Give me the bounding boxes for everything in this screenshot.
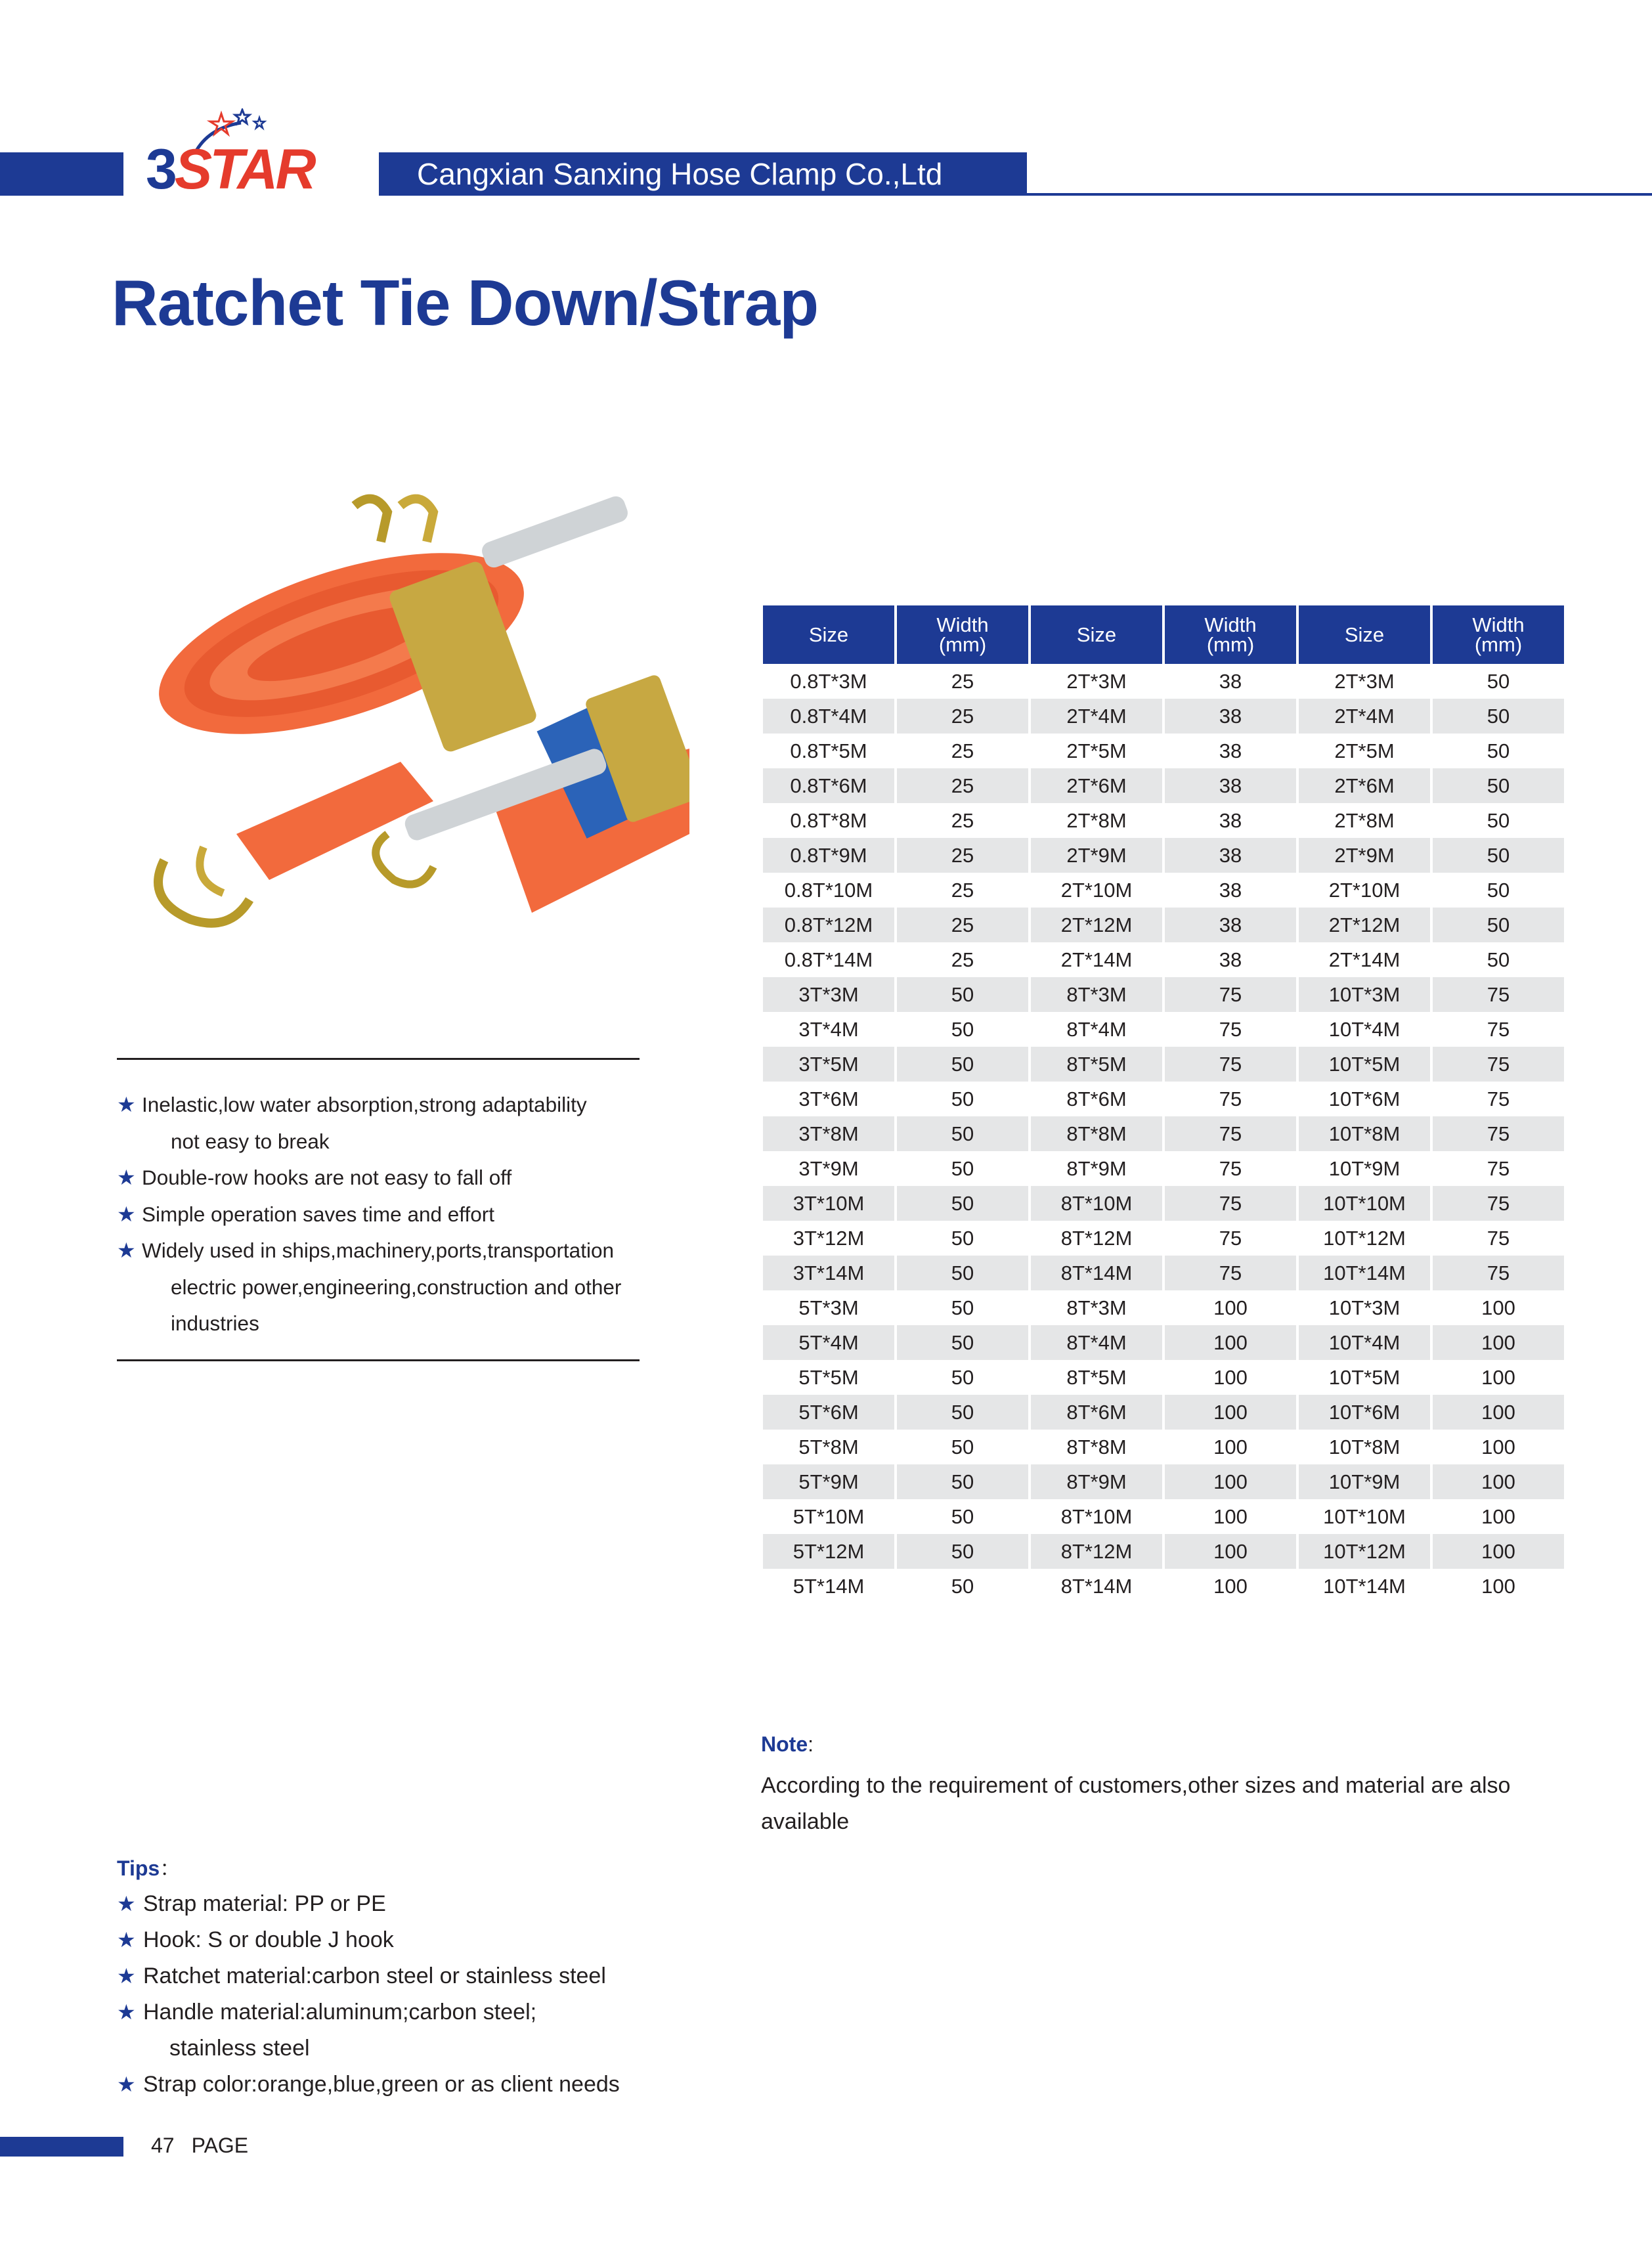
width-cell: 25 [897, 768, 1028, 803]
width-cell: 50 [897, 1395, 1028, 1430]
size-cell: 3T*6M [763, 1082, 894, 1116]
width-cell: 75 [1433, 1082, 1564, 1116]
star-bullet-icon: ★ [117, 1928, 136, 1952]
width-cell: 75 [1433, 1221, 1564, 1256]
feature-item: ★ Double-row hooks are not easy to fall off [117, 1160, 655, 1196]
width-cell: 100 [1165, 1325, 1296, 1360]
table-row [763, 1151, 1564, 1186]
table-row [763, 1395, 1564, 1430]
star-bullet-icon: ★ [117, 1892, 136, 1916]
size-cell: 5T*8M [763, 1430, 894, 1464]
size-cell: 3T*12M [763, 1221, 894, 1256]
size-cell: 0.8T*5M [763, 734, 894, 768]
table-row [763, 1186, 1564, 1221]
width-cell: 50 [897, 1151, 1028, 1186]
size-cell: 10T*9M [1299, 1151, 1430, 1186]
table-row [763, 1499, 1564, 1534]
size-cell: 2T*3M [1031, 664, 1162, 699]
size-cell: 8T*10M [1031, 1186, 1162, 1221]
spec-table [760, 605, 1567, 1604]
tip-item: ★ Strap color:orange,blue,green or as client needs [117, 2067, 708, 2103]
width-cell: 75 [1433, 1116, 1564, 1151]
table-row [763, 1360, 1564, 1395]
width-cell: 50 [897, 977, 1028, 1012]
size-cell: 0.8T*4M [763, 699, 894, 734]
size-cell: 2T*12M [1299, 908, 1430, 942]
table-row [763, 1256, 1564, 1290]
size-cell: 10T*8M [1299, 1430, 1430, 1464]
width-cell: 75 [1165, 1047, 1296, 1082]
table-row [763, 1325, 1564, 1360]
table-row [763, 977, 1564, 1012]
tips-list [117, 1886, 708, 2103]
size-cell: 10T*12M [1299, 1534, 1430, 1569]
width-cell: 75 [1165, 1116, 1296, 1151]
width-cell: 75 [1433, 1012, 1564, 1047]
size-cell: 10T*3M [1299, 977, 1430, 1012]
size-cell: 2T*8M [1031, 803, 1162, 838]
size-cell: 8T*3M [1031, 1290, 1162, 1325]
size-cell: 8T*5M [1031, 1047, 1162, 1082]
width-cell: 50 [1433, 803, 1564, 838]
table-row [763, 1082, 1564, 1116]
width-cell: 75 [1165, 1151, 1296, 1186]
width-cell: 25 [897, 942, 1028, 977]
size-cell: 10T*14M [1299, 1256, 1430, 1290]
size-cell: 10T*6M [1299, 1395, 1430, 1430]
size-cell: 5T*9M [763, 1464, 894, 1499]
size-cell: 5T*14M [763, 1569, 894, 1604]
size-cell: 10T*10M [1299, 1499, 1430, 1534]
size-cell: 3T*14M [763, 1256, 894, 1290]
width-cell: 75 [1433, 977, 1564, 1012]
width-cell: 75 [1433, 1047, 1564, 1082]
table-row [763, 873, 1564, 908]
size-cell: 3T*5M [763, 1047, 894, 1082]
width-cell: 38 [1165, 734, 1296, 768]
width-cell: 100 [1433, 1360, 1564, 1395]
note-heading: Note: [761, 1732, 814, 1756]
size-cell: 8T*6M [1031, 1395, 1162, 1430]
width-cell: 50 [1433, 908, 1564, 942]
size-cell: 8T*12M [1031, 1221, 1162, 1256]
size-cell: 0.8T*6M [763, 768, 894, 803]
width-cell: 50 [1433, 838, 1564, 873]
col-header-width: Width (mm) [897, 605, 1028, 664]
width-cell: 50 [897, 1012, 1028, 1047]
size-cell: 2T*6M [1299, 768, 1430, 803]
table-row [763, 1116, 1564, 1151]
tip-item: ★ Ratchet material:carbon steel or stainless steel [117, 1958, 708, 1994]
star-bullet-icon: ★ [117, 2072, 136, 2096]
width-cell: 100 [1165, 1290, 1296, 1325]
width-cell: 38 [1165, 803, 1296, 838]
feature-item: ★ Widely used in ships,machinery,ports,transportation electric power,engineering,construction and other industries [117, 1233, 655, 1342]
width-cell: 100 [1165, 1430, 1296, 1464]
star-bullet-icon: ★ [117, 1964, 136, 1988]
width-cell: 50 [1433, 768, 1564, 803]
width-cell: 50 [1433, 873, 1564, 908]
size-cell: 2T*6M [1031, 768, 1162, 803]
width-cell: 50 [897, 1116, 1028, 1151]
width-cell: 38 [1165, 908, 1296, 942]
size-cell: 5T*6M [763, 1395, 894, 1430]
size-cell: 2T*14M [1299, 942, 1430, 977]
features-bottom-rule [117, 1359, 640, 1361]
width-cell: 50 [897, 1082, 1028, 1116]
col-header-size: Size [763, 605, 894, 664]
width-cell: 100 [1433, 1569, 1564, 1604]
width-cell: 25 [897, 664, 1028, 699]
width-cell: 100 [1433, 1464, 1564, 1499]
width-cell: 50 [897, 1499, 1028, 1534]
size-cell: 10T*9M [1299, 1464, 1430, 1499]
width-cell: 38 [1165, 838, 1296, 873]
size-cell: 2T*4M [1031, 699, 1162, 734]
width-cell: 50 [897, 1464, 1028, 1499]
size-cell: 3T*9M [763, 1151, 894, 1186]
page-number: 47 [151, 2134, 175, 2157]
table-row [763, 734, 1564, 768]
col-header-size: Size [1299, 605, 1430, 664]
width-cell: 75 [1165, 1221, 1296, 1256]
size-cell: 8T*5M [1031, 1360, 1162, 1395]
size-cell: 10T*8M [1299, 1116, 1430, 1151]
table-row [763, 664, 1564, 699]
width-cell: 25 [897, 908, 1028, 942]
size-cell: 8T*8M [1031, 1116, 1162, 1151]
tip-item: ★ Strap material: PP or PE [117, 1886, 708, 1922]
star-bullet-icon: ★ [117, 2000, 136, 2024]
company-logo [146, 108, 356, 201]
size-cell: 0.8T*10M [763, 873, 894, 908]
star-bullet-icon: ★ [117, 1238, 136, 1262]
note-text: According to the requirement of customers,other sizes and material are also available [761, 1773, 1511, 1834]
col-header-size: Size [1031, 605, 1162, 664]
size-cell: 0.8T*3M [763, 664, 894, 699]
width-cell: 100 [1433, 1534, 1564, 1569]
width-cell: 38 [1165, 768, 1296, 803]
page-title: Ratchet Tie Down/Strap [112, 267, 819, 339]
star-bullet-icon: ★ [117, 1093, 136, 1116]
feature-item: ★ Inelastic,low water absorption,strong adaptability not easy to break [117, 1087, 655, 1160]
width-cell: 50 [897, 1534, 1028, 1569]
width-cell: 50 [1433, 734, 1564, 768]
size-cell: 8T*8M [1031, 1430, 1162, 1464]
width-cell: 75 [1433, 1151, 1564, 1186]
width-cell: 50 [897, 1186, 1028, 1221]
width-cell: 100 [1433, 1499, 1564, 1534]
page-footer [151, 2134, 248, 2158]
size-cell: 2T*9M [1299, 838, 1430, 873]
table-row [763, 1464, 1564, 1499]
size-cell: 3T*10M [763, 1186, 894, 1221]
size-cell: 2T*5M [1031, 734, 1162, 768]
width-cell: 100 [1165, 1360, 1296, 1395]
company-name: Cangxian Sanxing Hose Clamp Co.,Ltd [417, 157, 943, 191]
table-row [763, 942, 1564, 977]
company-name-band [379, 152, 1027, 196]
width-cell: 50 [1433, 942, 1564, 977]
table-row [763, 699, 1564, 734]
tip-item: ★ Hook: S or double J hook [117, 1922, 708, 1958]
table-header-row [763, 605, 1564, 664]
width-cell: 25 [897, 699, 1028, 734]
size-cell: 10T*4M [1299, 1325, 1430, 1360]
star-bullet-icon: ★ [117, 1202, 136, 1226]
tips-heading: Tips： [117, 1856, 181, 1880]
size-cell: 2T*14M [1031, 942, 1162, 977]
size-cell: 2T*12M [1031, 908, 1162, 942]
size-cell: 8T*10M [1031, 1499, 1162, 1534]
width-cell: 75 [1165, 1012, 1296, 1047]
size-cell: 8T*3M [1031, 977, 1162, 1012]
star-bullet-icon: ★ [117, 1166, 136, 1189]
logo-wordmark: 3STAR [146, 138, 314, 201]
size-cell: 5T*3M [763, 1290, 894, 1325]
width-cell: 50 [897, 1047, 1028, 1082]
table-row [763, 1569, 1564, 1604]
width-cell: 25 [897, 734, 1028, 768]
tip-item: ★ Handle material:aluminum;carbon steel; stainless steel [117, 1994, 708, 2067]
size-cell: 10T*5M [1299, 1047, 1430, 1082]
width-cell: 100 [1433, 1325, 1564, 1360]
width-cell: 38 [1165, 664, 1296, 699]
table-row [763, 1290, 1564, 1325]
size-cell: 2T*4M [1299, 699, 1430, 734]
width-cell: 25 [897, 838, 1028, 873]
size-cell: 8T*4M [1031, 1325, 1162, 1360]
size-cell: 2T*8M [1299, 803, 1430, 838]
size-cell: 10T*6M [1299, 1082, 1430, 1116]
footer-accent-bar [0, 2137, 123, 2157]
width-cell: 50 [897, 1360, 1028, 1395]
size-cell: 5T*5M [763, 1360, 894, 1395]
size-cell: 2T*3M [1299, 664, 1430, 699]
size-cell: 8T*9M [1031, 1151, 1162, 1186]
size-cell: 10T*14M [1299, 1569, 1430, 1604]
size-cell: 5T*4M [763, 1325, 894, 1360]
width-cell: 50 [897, 1430, 1028, 1464]
size-cell: 8T*6M [1031, 1082, 1162, 1116]
width-cell: 25 [897, 803, 1028, 838]
size-cell: 3T*3M [763, 977, 894, 1012]
table-row [763, 1047, 1564, 1082]
table-row [763, 1221, 1564, 1256]
table-row [763, 1534, 1564, 1569]
width-cell: 38 [1165, 873, 1296, 908]
header-accent-bar [0, 152, 123, 196]
width-cell: 100 [1433, 1395, 1564, 1430]
width-cell: 38 [1165, 699, 1296, 734]
size-cell: 0.8T*12M [763, 908, 894, 942]
size-cell: 10T*12M [1299, 1221, 1430, 1256]
size-cell: 10T*10M [1299, 1186, 1430, 1221]
product-photo [125, 493, 689, 939]
col-header-width: Width (mm) [1165, 605, 1296, 664]
width-cell: 75 [1433, 1256, 1564, 1290]
size-cell: 8T*14M [1031, 1569, 1162, 1604]
features-top-rule [117, 1058, 640, 1060]
size-cell: 10T*5M [1299, 1360, 1430, 1395]
feature-list [117, 1087, 655, 1342]
width-cell: 100 [1165, 1534, 1296, 1569]
table-row [763, 908, 1564, 942]
size-cell: 0.8T*9M [763, 838, 894, 873]
width-cell: 50 [1433, 664, 1564, 699]
width-cell: 100 [1165, 1464, 1296, 1499]
width-cell: 50 [897, 1569, 1028, 1604]
width-cell: 75 [1165, 1186, 1296, 1221]
col-header-width: Width (mm) [1433, 605, 1564, 664]
size-cell: 8T*14M [1031, 1256, 1162, 1290]
width-cell: 38 [1165, 942, 1296, 977]
size-cell: 2T*5M [1299, 734, 1430, 768]
size-cell: 5T*12M [763, 1534, 894, 1569]
size-cell: 10T*4M [1299, 1012, 1430, 1047]
table-row [763, 1012, 1564, 1047]
size-cell: 10T*3M [1299, 1290, 1430, 1325]
size-cell: 8T*12M [1031, 1534, 1162, 1569]
table-row [763, 838, 1564, 873]
size-cell: 8T*9M [1031, 1464, 1162, 1499]
size-cell: 2T*10M [1031, 873, 1162, 908]
width-cell: 100 [1165, 1499, 1296, 1534]
size-cell: 2T*9M [1031, 838, 1162, 873]
width-cell: 25 [897, 873, 1028, 908]
width-cell: 100 [1165, 1569, 1296, 1604]
table-row [763, 768, 1564, 803]
feature-item: ★ Simple operation saves time and effort [117, 1196, 655, 1233]
width-cell: 75 [1433, 1186, 1564, 1221]
width-cell: 75 [1165, 977, 1296, 1012]
width-cell: 50 [897, 1221, 1028, 1256]
width-cell: 100 [1433, 1290, 1564, 1325]
width-cell: 50 [897, 1290, 1028, 1325]
width-cell: 75 [1165, 1256, 1296, 1290]
size-cell: 0.8T*8M [763, 803, 894, 838]
width-cell: 75 [1165, 1082, 1296, 1116]
width-cell: 50 [897, 1256, 1028, 1290]
width-cell: 100 [1433, 1430, 1564, 1464]
width-cell: 50 [1433, 699, 1564, 734]
table-row [763, 1430, 1564, 1464]
table-row [763, 803, 1564, 838]
size-cell: 2T*10M [1299, 873, 1430, 908]
header-rule [379, 193, 1652, 196]
size-cell: 8T*4M [1031, 1012, 1162, 1047]
page-label: PAGE [191, 2134, 249, 2157]
size-cell: 3T*8M [763, 1116, 894, 1151]
width-cell: 100 [1165, 1395, 1296, 1430]
width-cell: 50 [897, 1325, 1028, 1360]
size-cell: 3T*4M [763, 1012, 894, 1047]
size-cell: 0.8T*14M [763, 942, 894, 977]
size-cell: 5T*10M [763, 1499, 894, 1534]
